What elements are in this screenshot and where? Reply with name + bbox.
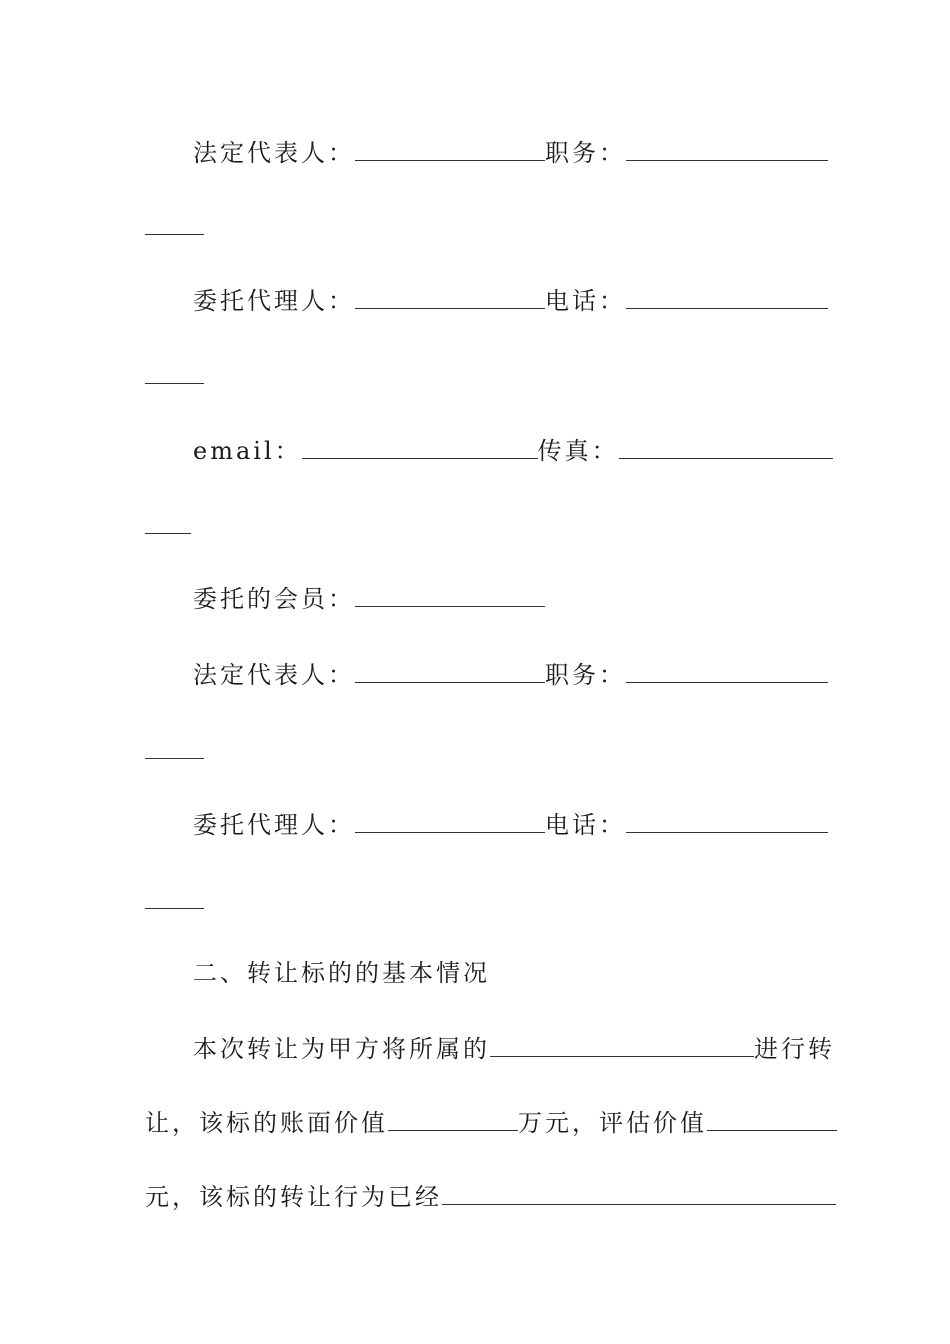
fax-label: 传真： xyxy=(537,437,619,465)
phone-label: 电话： xyxy=(545,811,626,839)
book-value-blank[interactable] xyxy=(388,1110,518,1131)
phone-blank-continued[interactable] xyxy=(145,908,204,909)
member-blank[interactable] xyxy=(355,586,545,607)
position-blank[interactable] xyxy=(626,662,828,683)
fax-blank-continued[interactable] xyxy=(145,533,191,534)
paragraph-text: 让，该标的账面价值 xyxy=(145,1109,388,1137)
phone-label: 电话： xyxy=(545,287,626,315)
agent-row-1 xyxy=(193,286,828,316)
paragraph-line-2 xyxy=(145,1108,837,1138)
email-label: email： xyxy=(193,437,302,465)
email-blank[interactable] xyxy=(302,438,538,459)
position-blank-continued[interactable] xyxy=(145,234,204,235)
paragraph-line-3 xyxy=(145,1182,836,1212)
agent-blank[interactable] xyxy=(355,288,545,309)
paragraph-text: 万元，评估价值 xyxy=(518,1109,707,1137)
legal-rep-blank[interactable] xyxy=(355,662,545,683)
paragraph-text: 元，该标的转让行为已经 xyxy=(145,1183,442,1211)
section-heading: 二、转让标的的基本情况 xyxy=(193,959,490,987)
agent-label: 委托代理人： xyxy=(193,287,355,315)
legal-rep-row-1 xyxy=(193,138,828,168)
position-label: 职务： xyxy=(545,661,626,689)
member-row xyxy=(193,584,545,614)
legal-rep-blank[interactable] xyxy=(355,140,545,161)
legal-rep-label: 法定代表人： xyxy=(193,661,355,689)
agent-row-2 xyxy=(193,810,828,840)
legal-rep-label: 法定代表人： xyxy=(193,139,355,167)
email-row xyxy=(193,436,833,466)
approval-blank[interactable] xyxy=(442,1184,836,1205)
appraised-value-blank[interactable] xyxy=(707,1110,837,1131)
agent-blank[interactable] xyxy=(355,812,545,833)
agent-label: 委托代理人： xyxy=(193,811,355,839)
transfer-object-blank[interactable] xyxy=(490,1036,754,1057)
position-blank-continued[interactable] xyxy=(145,758,204,759)
position-label: 职务： xyxy=(545,139,626,167)
position-blank[interactable] xyxy=(626,140,828,161)
legal-rep-row-2 xyxy=(193,660,828,690)
phone-blank[interactable] xyxy=(626,288,828,309)
paragraph-text: 本次转让为甲方将所属的 xyxy=(193,1035,490,1063)
phone-blank-continued[interactable] xyxy=(145,383,204,384)
paragraph-text: 进行转 xyxy=(754,1035,835,1063)
fax-blank[interactable] xyxy=(619,438,833,459)
phone-blank[interactable] xyxy=(626,812,828,833)
paragraph-line-1 xyxy=(193,1034,835,1064)
member-label: 委托的会员： xyxy=(193,585,355,613)
